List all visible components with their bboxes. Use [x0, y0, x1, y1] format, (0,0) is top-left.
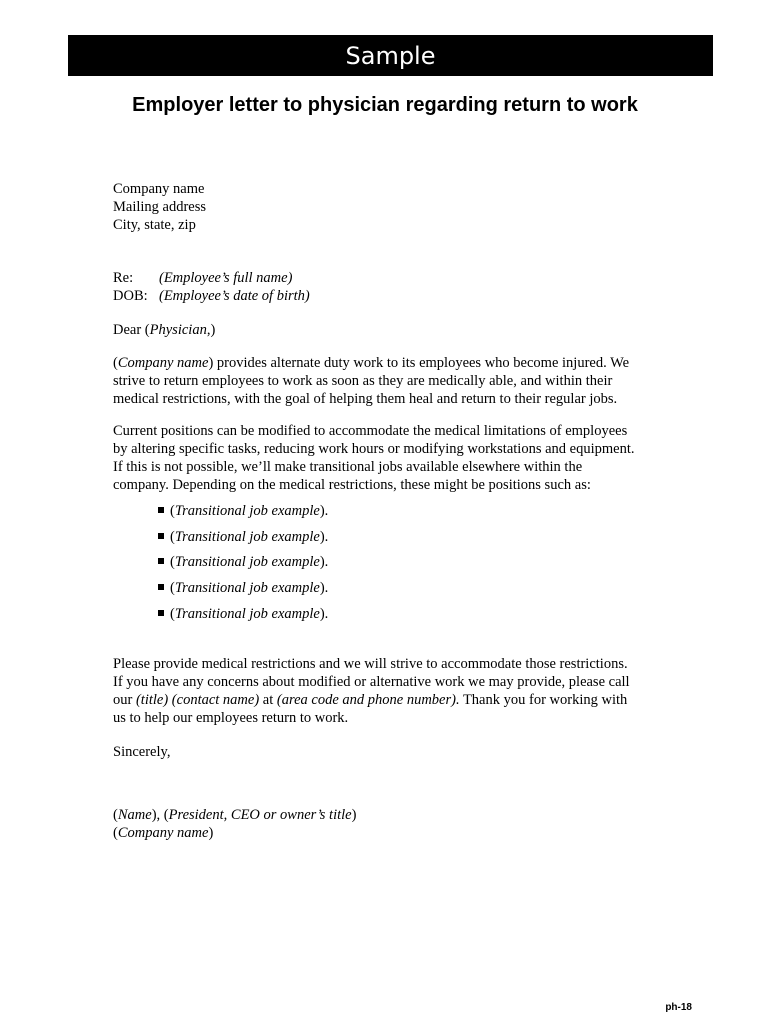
paragraph-line: company. Depending on the medical restrictions, these might be positions such as:	[113, 477, 591, 493]
sample-banner	[68, 35, 713, 76]
square-bullet-icon	[158, 558, 164, 564]
paragraph-line: strive to return employees to work as soon as they are medically able, and within their	[113, 373, 613, 389]
address-line: Company name	[113, 181, 205, 197]
reference-block	[113, 269, 663, 305]
address-line: City, state, zip	[113, 217, 196, 233]
employee-dob-placeholder: (Employee’s date of birth)	[159, 288, 310, 304]
paragraph-positions	[113, 422, 663, 494]
square-bullet-icon	[158, 610, 164, 616]
paragraph-line: Current positions can be modified to accommodate the medical limitations of employees	[113, 423, 628, 439]
square-bullet-icon	[158, 507, 164, 513]
list-item: (Transitional job example).	[158, 502, 328, 528]
paragraph-line: medical restrictions, with the goal of helping them heal and return to their regular jobs.	[113, 391, 618, 407]
company-name-placeholder: Company name	[117, 355, 209, 371]
dob-line	[113, 287, 663, 305]
transitional-job-list	[158, 502, 328, 630]
paragraph-line: If you have any concerns about modified or alternative work we may provide, please call	[113, 674, 630, 690]
closing: Sincerely,	[113, 744, 171, 760]
paragraph-line: us to help our employees return to work.	[113, 710, 349, 726]
paragraph-line: ) provides alternate duty work to its employees who become injured. We	[208, 355, 630, 371]
salutation	[113, 321, 663, 339]
list-item: (Transitional job example).	[158, 579, 328, 605]
physician-placeholder: Physician	[149, 322, 207, 338]
list-item: (Transitional job example).	[158, 605, 328, 631]
signer-title-placeholder: President, CEO or owner’s title	[168, 807, 352, 823]
signer-name-placeholder: Name	[117, 807, 152, 823]
banner-label: Sample	[345, 41, 436, 70]
company-address-block	[113, 180, 663, 234]
page-number: ph-18	[665, 1002, 692, 1013]
square-bullet-icon	[158, 584, 164, 590]
paragraph-restrictions: Please provide medical restrictions and we will strive to accommodate those restrictions. If you have any concerns about modified or alternative work we may provide, please call our (title) (contact name) at (area code and phone number). Thank you for working with us to help our employees return to work.	[113, 655, 663, 727]
employee-name-placeholder: (Employee’s full name)	[159, 270, 293, 286]
list-item: (Transitional job example).	[158, 553, 328, 579]
address-line: Mailing address	[113, 199, 207, 215]
paragraph-line: by altering specific tasks, reducing work hours or modifying workstations and equipment.	[113, 441, 635, 457]
signer-company-placeholder: Company name	[117, 825, 209, 841]
re-line	[113, 269, 663, 287]
paragraph-intro	[113, 354, 663, 408]
document-title: Employer letter to physician regarding return to work	[132, 94, 638, 116]
salutation-prefix: Dear (	[113, 322, 150, 338]
square-bullet-icon	[158, 533, 164, 539]
contact-placeholder: (title) (contact name)	[135, 692, 260, 708]
dob-label: DOB:	[113, 288, 148, 304]
signature-block: (Name), (President, CEO or owner’s title) (Company name)	[113, 807, 357, 841]
re-label: Re:	[113, 270, 134, 286]
paren-open: (	[113, 355, 118, 371]
paragraph-line: If this is not possible, we’ll make transitional jobs available elsewhere within the	[113, 459, 583, 475]
list-item: (Transitional job example).	[158, 528, 328, 554]
paragraph-line: Please provide medical restrictions and we will strive to accommodate those restrictions.	[113, 656, 628, 672]
salutation-suffix: ,)	[206, 322, 216, 338]
phone-placeholder: (area code and phone number).	[276, 692, 460, 708]
